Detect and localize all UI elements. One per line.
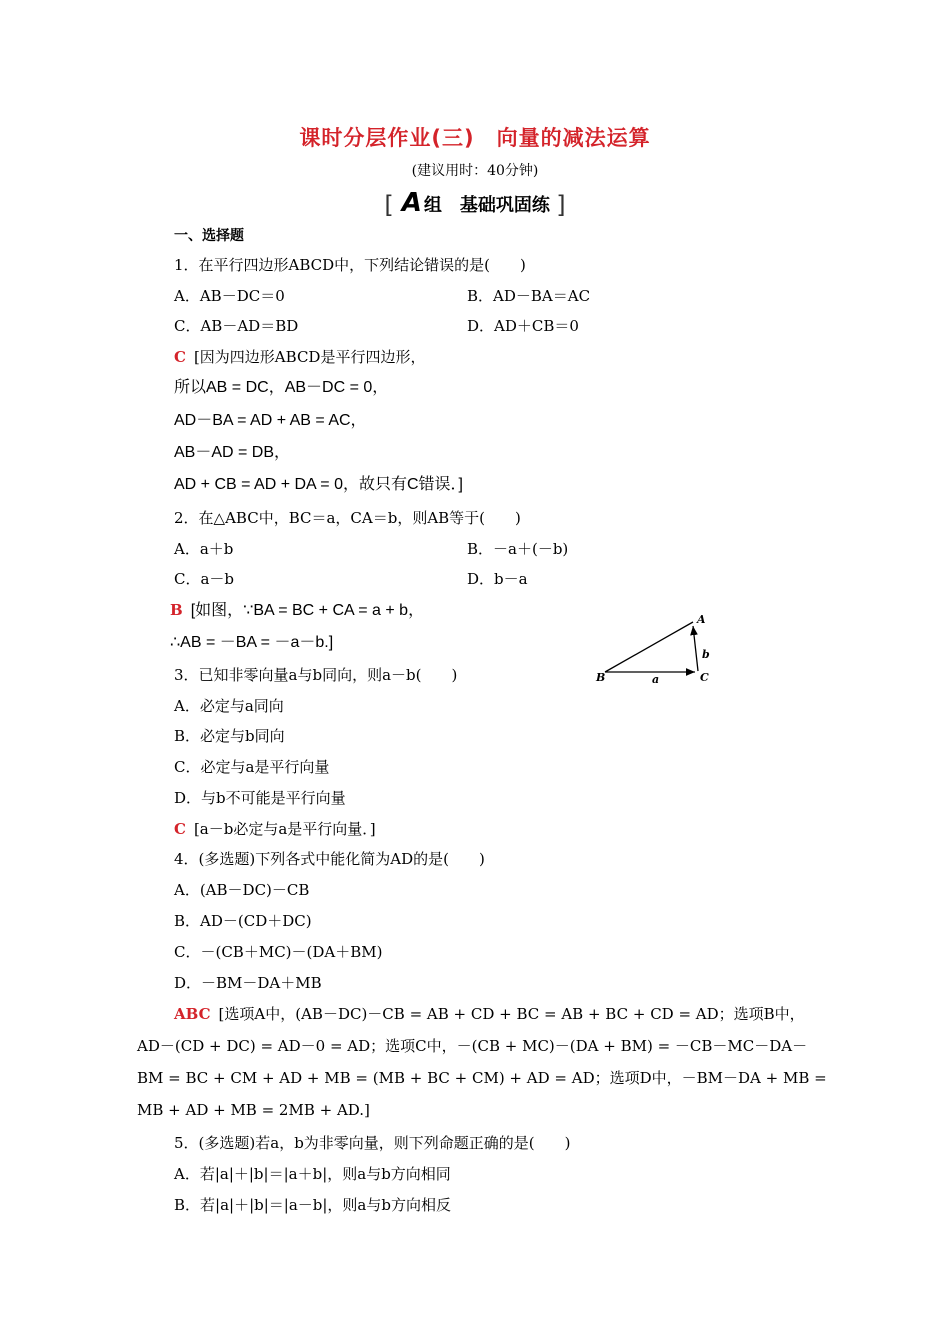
q1-stem: 1．在平行四边形ABCD中，下列结论错误的是( ): [174, 256, 526, 274]
q3-stem: 3．已知非零向量a与b同向，则a－b( ): [174, 666, 458, 684]
q2-option-a: A．a＋b: [174, 540, 234, 558]
q3-option-d: D．与b不可能是平行向量: [174, 789, 346, 807]
q2-option-c: C．a－b: [174, 570, 235, 588]
q1-solution-line-5: AD + CB = AD + DA = 0，故只有C错误．]: [174, 476, 463, 493]
left-bracket: [: [384, 191, 394, 219]
q3-option-a: A．必定与a同向: [174, 697, 284, 715]
group-banner: [0, 188, 950, 218]
q1-solution-line-1: [174, 347, 425, 367]
time-hint: (建议用时：40分钟): [411, 163, 539, 179]
vector-b-arrow: [693, 626, 698, 671]
q1-solution-text: [因为四边形ABCD是平行四边形，: [193, 348, 426, 366]
side-ba: [605, 622, 693, 672]
vertex-a-label: A: [697, 613, 706, 626]
q4-solution-text: [选项A中，(AB－DC)－CB = AB + CD + BC = AB + BC + CD = AD；选项B中，: [218, 1005, 805, 1023]
q2-solution-line-2: ∴AB = －BA = －a－b.]: [170, 634, 334, 651]
q1-solution-line-3: AD－BA = AD + AB = AC，: [174, 412, 367, 429]
q5-option-a: A．若|a|＋|b|＝|a＋b|，则a与b方向相同: [174, 1165, 451, 1183]
group-label: 组 基础巩固练: [423, 195, 550, 216]
q5-stem: 5．(多选题)若a，b为非零向量，则下列命题正确的是( ): [174, 1134, 571, 1152]
q4-option-a: A．(AB－DC)－CB: [174, 881, 310, 899]
vertex-b-label: B: [596, 671, 606, 684]
q2-solution-text: [如图，∵BA = BC + CA = a + b，: [190, 602, 425, 619]
q1-solution-line-2: 所以AB = DC，AB－DC = 0，: [174, 379, 389, 396]
q1-option-c: C．AB－AD＝BD: [174, 317, 299, 335]
vertex-c-label: C: [700, 671, 709, 684]
q4-solution-line-3: BM = BC + CM + AD + MB = (MB + BC + CM) + AD = AD；选项D中，－BM－DA + MB =: [137, 1069, 827, 1087]
q4-solution-line-2: AD－(CD + DC) = AD－0 = AD；选项C中，－(CB + MC)－(DA + BM) = －CB－MC－DA－: [137, 1037, 808, 1055]
group-letter: A: [401, 188, 422, 218]
q3-option-c: C．必定与a是平行向量: [174, 758, 330, 776]
q4-stem: 4．(多选题)下列各式中能化简为AD的是( ): [174, 850, 485, 868]
q3-option-b: B．必定与b同向: [174, 727, 285, 745]
q2-solution-line-1: [170, 600, 424, 621]
q3-solution-text: [a－b必定与a是平行向量．]: [193, 820, 376, 838]
triangle-figure: [590, 610, 720, 690]
q3-solution: [174, 819, 376, 839]
section-heading: 一、选择题: [174, 228, 244, 244]
side-b-label: b: [702, 648, 710, 661]
q2-stem: 2．在△ABC中，BC＝a，CA＝b，则AB等于( ): [174, 509, 521, 527]
q4-option-d: D．－BM－DA＋MB: [174, 974, 322, 992]
side-a-label: a: [652, 673, 660, 686]
q5-option-b: B．若|a|＋|b|＝|a－b|，则a与b方向相反: [174, 1196, 451, 1214]
page-title: 课时分层作业(三) 向量的减法运算: [299, 126, 651, 150]
q1-option-a: A．AB－DC＝0: [174, 287, 285, 305]
right-bracket: ]: [556, 191, 566, 219]
q4-option-b: B．AD－(CD＋DC): [174, 912, 312, 930]
q2-option-d: D．b－a: [467, 570, 528, 588]
q2-option-b: B．－a＋(－b): [467, 540, 569, 558]
q2-answer: B: [170, 601, 183, 619]
q4-solution-line-4: MB + AD + MB = 2MB + AD.]: [137, 1101, 370, 1119]
q4-option-c: C．－(CB＋MC)－(DA＋BM): [174, 943, 383, 961]
q1-option-b: B．AD－BA＝AC: [467, 287, 591, 305]
q1-option-d: D．AD＋CB＝0: [467, 317, 579, 335]
q3-answer: C: [174, 820, 186, 838]
q1-answer: C: [174, 348, 186, 366]
q4-solution-line-1: [174, 1004, 805, 1024]
q4-answer: ABC: [174, 1005, 211, 1023]
q1-solution-line-4: AB－AD = DB，: [174, 444, 291, 461]
